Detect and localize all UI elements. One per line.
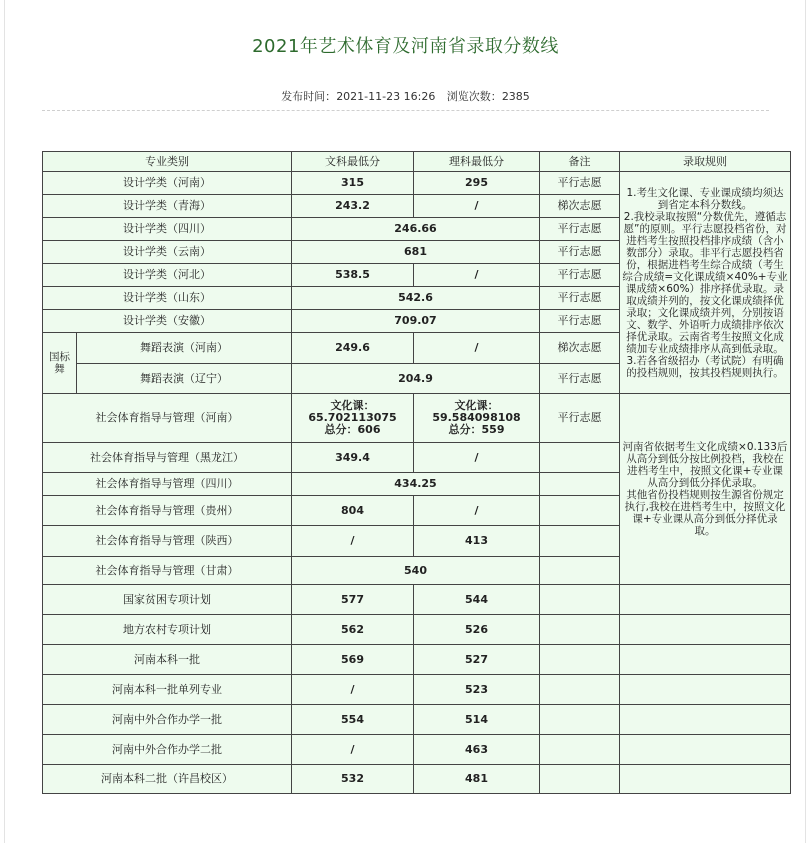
wen-score: 243.2 [292, 195, 414, 218]
note [540, 645, 620, 675]
rules-empty [620, 765, 791, 794]
note: 梯次志愿 [540, 195, 620, 218]
publish-time: 2021-11-23 16:26 [336, 90, 436, 103]
score-line: 65.702113075 [308, 411, 397, 424]
li-score: 526 [414, 615, 540, 645]
score-table [42, 151, 791, 794]
wen-score: 315 [292, 172, 414, 195]
merged-score: 204.9 [292, 364, 540, 394]
li-score: 514 [414, 705, 540, 735]
score-line: 总分：559 [448, 423, 505, 436]
note: 梯次志愿 [540, 333, 620, 364]
rules-empty [620, 735, 791, 765]
merged-score: 540 [292, 557, 540, 585]
note [540, 675, 620, 705]
table-row [43, 645, 791, 675]
row-name: 河南本科一批 [43, 645, 292, 675]
side-label: 国标舞 [43, 333, 77, 394]
rules-art [620, 172, 791, 394]
wen-score: 249.6 [292, 333, 414, 364]
row-name: 河南本科一批单列专业 [43, 675, 292, 705]
rule-text: 3.若各省级招办（考试院）有明确的投档规则，按其投档规则执行。 [626, 354, 784, 379]
row-name: 设计学类（河南） [43, 172, 292, 195]
header-wen: 文科最低分 [292, 152, 414, 172]
table-row [43, 615, 791, 645]
wen-score: 532 [292, 765, 414, 794]
table-row [43, 705, 791, 735]
note: 平行志愿 [540, 241, 620, 264]
row-name: 舞蹈表演（辽宁） [77, 364, 292, 394]
li-score: / [414, 264, 540, 287]
wen-score: 562 [292, 615, 414, 645]
row-name: 国家贫困专项计划 [43, 585, 292, 615]
score-line: 总分：606 [324, 423, 381, 436]
publish-label: 发布时间： [281, 90, 337, 103]
row-name: 社会体育指导与管理（四川） [43, 473, 292, 496]
rule-text: 河南省依据考生文化成绩×0.133后从高分到低分按比例投档，我校在进档考生中，按照文化课+专业课从高分到低分择优录取。 [622, 441, 788, 489]
li-score: / [414, 443, 540, 473]
score-line: 59.584098108 [432, 411, 521, 424]
li-score: 463 [414, 735, 540, 765]
rule-text: 2.我校录取按照“分数优先，遵循志愿”的原则。平行志愿投档省份，对进档考生按照投档排序成绩（含小数部分）录取。非平行志愿投档省份，根据进档考生综合成绩（考生综合成绩=文化课成绩×40%+专业课成绩×60%）排序择优录取。录取成绩并列的，按文化课成绩择优录取；文化课成绩并列，分别按语文、数学、外语听力成绩排序依次择优录取。云南省考生按照文化成绩加专业成绩排序从高到低录取。 [622, 210, 788, 355]
li-score: / [414, 496, 540, 526]
merged-score: 681 [292, 241, 540, 264]
wen-score: / [292, 735, 414, 765]
score-line: 文化课： [330, 399, 375, 412]
views-info [447, 90, 530, 103]
table-row [43, 735, 791, 765]
rule-text: 1.考生文化课、专业课成绩均须达到省定本科分数线。 [626, 186, 784, 211]
table-row [43, 585, 791, 615]
li-score: / [414, 333, 540, 364]
row-name: 社会体育指导与管理（贵州） [43, 496, 292, 526]
wen-score: 577 [292, 585, 414, 615]
table-row [43, 765, 791, 794]
row-name: 社会体育指导与管理（陕西） [43, 526, 292, 557]
row-name: 河南本科二批（许昌校区） [43, 765, 292, 794]
note: 平行志愿 [540, 310, 620, 333]
row-name: 地方农村专项计划 [43, 615, 292, 645]
li-score: 544 [414, 585, 540, 615]
note: 平行志愿 [540, 172, 620, 195]
note: 平行志愿 [540, 264, 620, 287]
merged-score: 434.25 [292, 473, 540, 496]
row-name: 设计学类（青海） [43, 195, 292, 218]
note: 平行志愿 [540, 394, 620, 443]
wen-score: 554 [292, 705, 414, 735]
header-li: 理科最低分 [414, 152, 540, 172]
header-rules: 录取规则 [620, 152, 791, 172]
note [540, 526, 620, 557]
note [540, 615, 620, 645]
header-row [43, 152, 791, 172]
li-score: / [414, 195, 540, 218]
row-name: 设计学类（河北） [43, 264, 292, 287]
wen-score: 569 [292, 645, 414, 675]
header-note: 备注 [540, 152, 620, 172]
row-name: 社会体育指导与管理（黑龙江） [43, 443, 292, 473]
merged-score: 542.6 [292, 287, 540, 310]
rules-empty [620, 585, 791, 615]
rules-empty [620, 615, 791, 645]
rules-pe [620, 394, 791, 585]
publish-info [281, 90, 435, 103]
wen-score: / [292, 526, 414, 557]
note [540, 735, 620, 765]
row-name: 设计学类（云南） [43, 241, 292, 264]
row-name: 河南中外合作办学二批 [43, 735, 292, 765]
article-meta [0, 88, 811, 104]
li-score: 527 [414, 645, 540, 675]
li-score-detail [414, 394, 540, 443]
rules-empty [620, 705, 791, 735]
row-name: 社会体育指导与管理（河南） [43, 394, 292, 443]
wen-score: / [292, 675, 414, 705]
table-row [43, 675, 791, 705]
rules-empty [620, 675, 791, 705]
note [540, 443, 620, 473]
wen-score: 349.4 [292, 443, 414, 473]
merged-score: 709.07 [292, 310, 540, 333]
note [540, 473, 620, 496]
note [540, 496, 620, 526]
divider [42, 110, 769, 111]
row-name: 设计学类（安徽） [43, 310, 292, 333]
rules-empty [620, 645, 791, 675]
note [540, 705, 620, 735]
views-count: 2385 [501, 90, 530, 103]
note [540, 557, 620, 585]
li-score: 413 [414, 526, 540, 557]
wen-score: 538.5 [292, 264, 414, 287]
note [540, 765, 620, 794]
li-score: 295 [414, 172, 540, 195]
row-name: 舞蹈表演（河南） [77, 333, 292, 364]
row-name: 河南中外合作办学一批 [43, 705, 292, 735]
views-label: 浏览次数： [446, 90, 502, 103]
wen-score: 804 [292, 496, 414, 526]
wen-score-detail [292, 394, 414, 443]
note: 平行志愿 [540, 287, 620, 310]
rule-text: 其他省份投档规则按生源省份规定执行,我校在进档考生中，按照文化课+专业课从高分到低分择优录取。 [624, 489, 786, 537]
note: 平行志愿 [540, 364, 620, 394]
merged-score: 246.66 [292, 218, 540, 241]
article-title: 2021年艺术体育及河南省录取分数线 [252, 36, 559, 57]
li-score: 523 [414, 675, 540, 705]
table-row [43, 172, 791, 195]
note: 平行志愿 [540, 218, 620, 241]
row-name: 设计学类（四川） [43, 218, 292, 241]
li-score: 481 [414, 765, 540, 794]
row-name: 设计学类（山东） [43, 287, 292, 310]
note [540, 585, 620, 615]
row-name: 社会体育指导与管理（甘肃） [43, 557, 292, 585]
header-category: 专业类别 [43, 152, 292, 172]
score-line: 文化课： [454, 399, 499, 412]
table-row [43, 394, 791, 443]
